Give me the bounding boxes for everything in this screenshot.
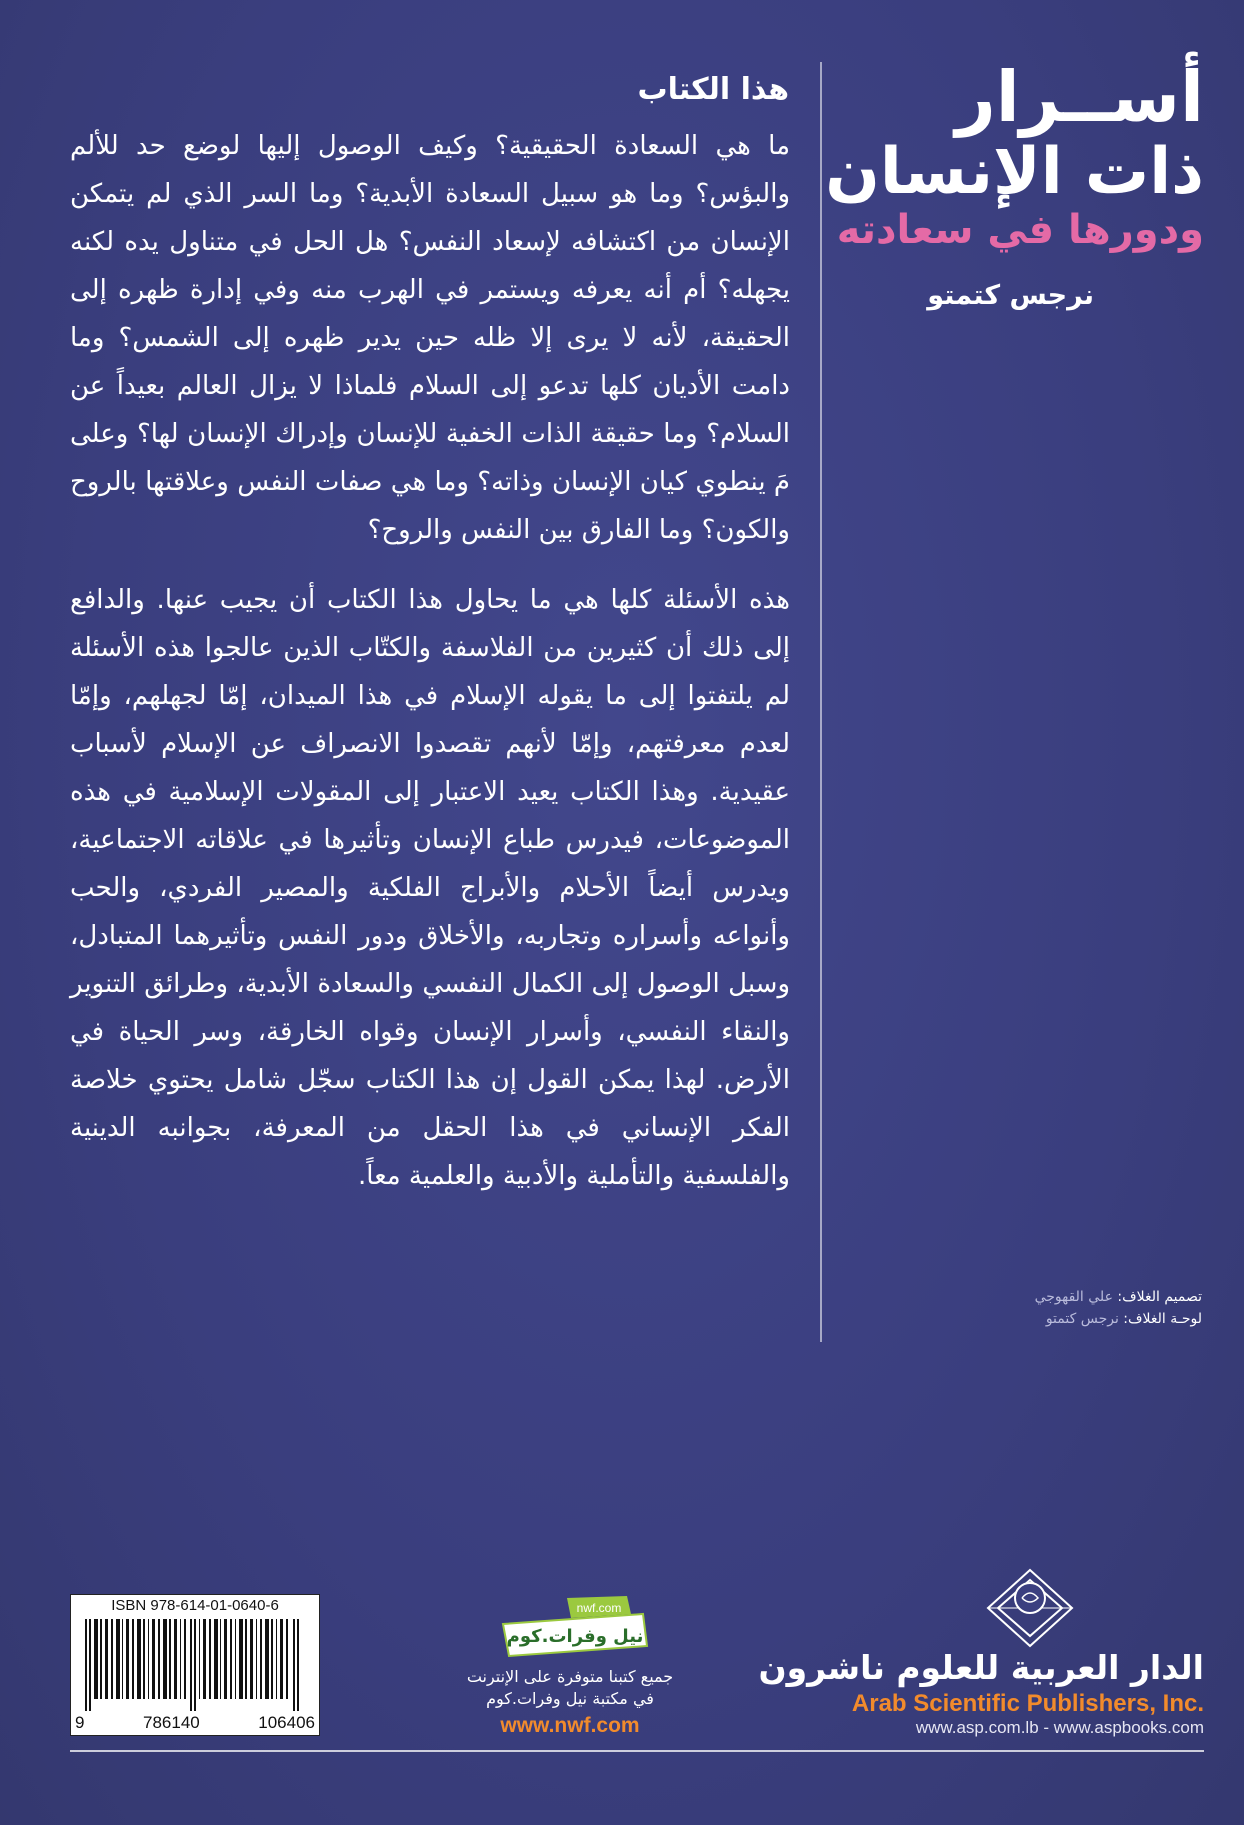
cover-credits — [902, 1286, 1202, 1331]
nwf-line-2: في مكتبة نيل وفرات.كوم — [486, 1689, 654, 1708]
barcode-digit-group: 786140 — [143, 1713, 200, 1732]
publisher-urls: www.asp.com.lb - www.aspbooks.com — [915, 1718, 1204, 1737]
barcode-bars-icon — [85, 1619, 305, 1711]
cover-design-label: تصميم الغلاف: — [1117, 1289, 1202, 1305]
author-name: نرجس كتمتو — [927, 280, 1094, 311]
isbn-number: ISBN 978-614-01-0640-6 — [111, 1597, 279, 1614]
isbn-barcode — [70, 1594, 320, 1736]
cover-art-value: نرجس كتمتو — [1045, 1311, 1119, 1328]
vertical-divider — [820, 62, 822, 1342]
horizontal-divider — [70, 1750, 1204, 1752]
blurb-text — [70, 122, 790, 1200]
barcode-digits — [75, 1713, 315, 1733]
blurb-paragraph-1: ما هي السعادة الحقيقية؟ وكيف الوصول إليها لوضع حد للألم والبؤس؟ وما هو سبيل السعادة الأبدية؟ وما السر الذي لم يتمكن الإنسان من اكتشافه لإسعاد النفس؟ هل الحل في متناول يده لكنه يجهله؟ أم أنه يعرفه ويستمر في الهرب منه وفي إدارة ظهره إلى الحقيقة، لأنه لا يرى إلا ظله حين يدير ظهره إلى الشمس؟ وما دامت الأديان كلها تدعو إلى السلام فلماذا لا يزال العالم بعيداً عن السلام؟ وما حقيقة الذات الخفية للإنسان وإدراك الإنسان لها؟ وعلى مَ ينطوي كيان الإنسان وذاته؟ وما هي صفات النفس وعلاقتها بالروح والكون؟ وما الفارق بين النفس والروح؟ — [70, 131, 790, 545]
blurb-heading: هذا الكتاب — [637, 72, 789, 107]
barcode-digit-group: 106406 — [258, 1713, 315, 1732]
barcode-digit-group: 9 — [75, 1713, 85, 1732]
publisher-name-english: Arab Scientific Publishers, Inc. — [851, 1690, 1204, 1717]
book-title-line2: ذات الإنسان — [825, 135, 1204, 209]
blurb-paragraph-2: هذه الأسئلة كلها هي ما يحاول هذا الكتاب أن يجيب عنها. والدافع إلى ذلك أن كثيرين من الفلاسفة والكتّاب الذين عالجوا هذه الأسئلة لم يلتفتوا إلى ما يقوله الإسلام في هذا الميدان، إمّا لجهلهم، وإمّا لعدم معرفتهم، وإمّا لأنهم تقصدوا الانصراف عن الإسلام لأسباب عقيدية. وهذا الكتاب يعيد الاعتبار إلى المقولات الإسلامية في هذه الموضوعات، فيدرس طباع الإنسان وتأثيرها في علاقاته الاجتماعية، ويدرس أيضاً الأحلام والأبراج الفلكية والمصير الفردي، والحب وأنواعه وأسراره وتجاربه، والأخلاق ودور النفس وتأثيرهما المتبادل، وسبل الوصول إلى الكمال النفسي والسعادة الأبدية، وطرائق التنوير والنقاء النفسي، وأسرار الإنسان وقواه الخارقة، وسر الحياة في الأرض. لهذا يمكن القول إن هذا الكتاب سجّل شامل يحتوي خلاصة الفكر الإنساني في هذا الحقل من المعرفة، بجوانبه الدينية والفلسفية والتأملية والأدبية والعلمية معاً. — [70, 585, 790, 1191]
nwf-line-1: جميع كتبنا متوفرة على الإنترنت — [466, 1667, 674, 1686]
cover-design-credit — [902, 1286, 1202, 1308]
book-subtitle: ودورها في سعادته — [836, 207, 1204, 253]
nwf-logo-text: نيل وفرات.كوم — [506, 1626, 644, 1647]
cover-art-label: لوحـة الغلاف: — [1123, 1311, 1202, 1328]
publisher-logo-icon — [980, 1560, 1080, 1650]
nwf-url: www.nwf.com — [500, 1714, 640, 1737]
publisher-name-arabic: الدار العربية للعلوم ناشرون — [758, 1648, 1204, 1687]
cover-design-value: علي القهوجي — [1034, 1289, 1113, 1305]
cover-art-credit — [902, 1308, 1202, 1330]
nwf-availability-text — [420, 1666, 720, 1710]
book-title-line1: أســرار — [955, 56, 1204, 138]
nwf-logo-small-text: nwf.com — [576, 1601, 622, 1615]
nwf-logo-icon — [495, 1590, 655, 1670]
